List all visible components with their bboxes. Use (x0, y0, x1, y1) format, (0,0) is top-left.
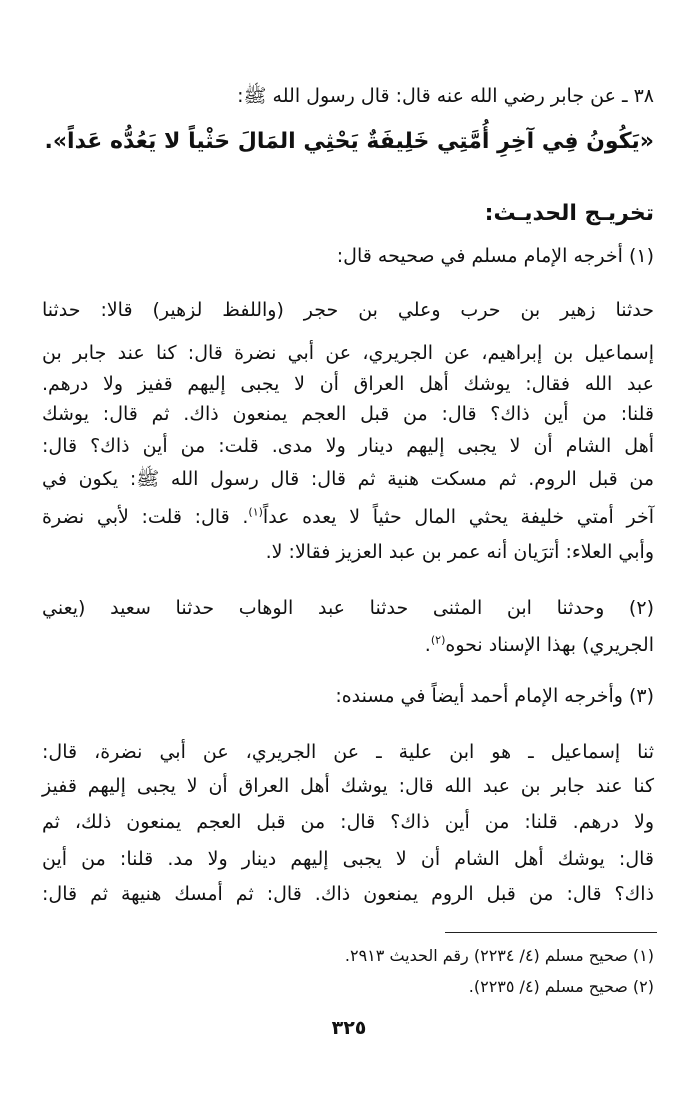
section1-line: قلنا: من أين ذاك؟ قال: من قبل العجم يمنعون ذاك. ثم قال: يوشك (42, 403, 654, 425)
section3-line: كنا عند جابر بن عبد الله قال: يوشك أهل العراق أن لا يجبى إليهم قفيز (42, 775, 654, 797)
section1-line: حدثنا زهير بن حرب وعلي بن حجر (واللفظ لزهير) قالا: حدثنا (42, 299, 654, 321)
section1-line: من قبل الروم. ثم مسكت هنية ثم قال: قال رسول الله ﷺ: يكون في (42, 468, 654, 490)
takhrij-heading: تخريـج الحديـث: (484, 201, 654, 226)
section1-line-with-footnote (42, 503, 654, 531)
section3-title: (٣) وأخرجه الإمام أحمد أيضاً في مسنده: (335, 685, 654, 707)
section2-line: (٢) وحدثنا ابن المثنى حدثنا عبد الوهاب حدثنا سعيد (يعني (42, 597, 654, 619)
page-number: ٣٢٥ (331, 1017, 367, 1039)
section3-line: قال: يوشك أهل الشام أن لا يجبى إليهم دينار ولا مد. قلنا: من أين (42, 848, 654, 870)
section1-line: أهل الشام أن لا يجبى إليهم دينار ولا مدى. قلت: من أين ذاك؟ قال: (42, 435, 654, 457)
section3-line: ثنا إسماعيل ـ هو ابن علية ـ عن الجريري، عن أبي نضرة، قال: (42, 741, 654, 763)
footnote-divider (445, 932, 657, 933)
footnote-ref-2: (٢) (430, 633, 446, 647)
section3-line: ذاك؟ قال: من قبل الروم يمنعون ذاك. قال: ثم أمسك هنيهة ثم قال: (42, 883, 654, 905)
hadith-text: «يَكُونُ فِي آخِرِ أُمَّتِي خَلِيفَةٌ يَحْثِي المَالَ حَثْياً لا يَعُدُّه عَداً». (44, 129, 654, 154)
section1-line7-text: آخر أمتي خليفة يحثي المال حثياً لا يعده عداً (262, 506, 654, 528)
section2-line2-text: الجريري) بهذا الإسناد نحوه (445, 634, 654, 656)
section1-line: إسماعيل بن إبراهيم، عن الجريري، عن أبي نضرة قال: كنا عند جابر بن (42, 342, 654, 364)
section3-line: ولا درهم. قلنا: من أين ذاك؟ قال: من قبل العجم يمنعون ذلك، ثم (42, 811, 654, 833)
footnote-ref-1: (١) (248, 505, 263, 519)
section1-title: (١) أخرجه الإمام مسلم في صحيحه قال: (336, 245, 654, 267)
footnote: (١) صحيح مسلم (٤/ ٢٢٣٤) رقم الحديث ٢٩١٣. (344, 946, 654, 965)
section2-line-with-footnote (425, 631, 654, 659)
section1-line: عبد الله فقال: يوشك أهل العراق أن لا يجبى إليهم قفيز ولا درهم. (42, 373, 654, 395)
section1-line: وأبي العلاء: أترَيان أنه عمر بن عبد العزيز فقالا: لا. (265, 541, 654, 563)
footnote: (٢) صحيح مسلم (٤/ ٢٢٣٥). (468, 977, 654, 996)
section1-line7-rest: . قال: قلت: لأبي نضرة (42, 506, 249, 528)
section2-line2-rest: . (424, 634, 431, 656)
hadith-intro: ٣٨ ـ عن جابر رضي الله عنه قال: قال رسول الله ﷺ: (237, 85, 654, 107)
